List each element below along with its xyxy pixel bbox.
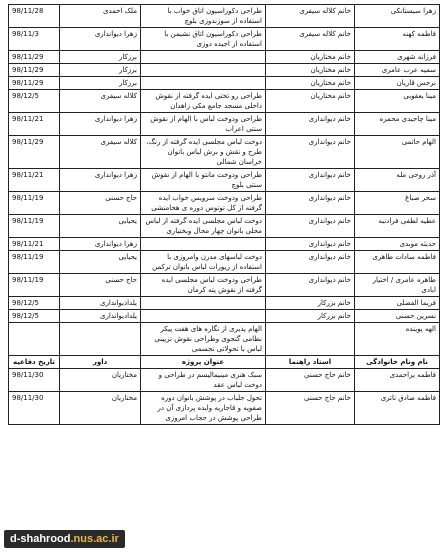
table-row [9,297,440,310]
project-title-cell: دوخت لباسهای مدرن وامروزی با استفاده از زیورات لباس بانوان ترکمن [141,251,266,274]
advisor-cell: خانم دیوانداری [266,169,355,192]
student-cell: مینا یعقوبی [355,90,440,113]
defense-date-cell: 98/11/29 [9,77,60,90]
student-cell: نسرین حسنی [355,310,440,323]
table-row [9,274,440,297]
table-row [9,90,440,113]
defense-date-cell: 98/11/30 [9,369,60,392]
advisor-cell: خانم مختاریان [266,64,355,77]
student-cell: فاطمه یراحمدی [355,369,440,392]
judge-cell: یحیایی [60,215,141,238]
defense-date-cell: 98/11/19 [9,192,60,215]
judge-cell: یلدادیوانداری [60,297,141,310]
advisor-cell: خانم بزرکار [266,310,355,323]
student-cell: فاطمه سادات طاهری [355,251,440,274]
project-title-cell: دوخت لباس مجلسی ایده گرفته از لباس محلی بانوان چهار محال وبختیاری [141,215,266,238]
watermark-domain: .nus.ac.ir [70,533,119,545]
defense-date-cell: 98/12/5 [9,297,60,310]
table-row [9,251,440,274]
judge-cell: یحیایی [60,251,141,274]
judge-cell: مختاریان [60,392,141,425]
student-cell: عطیه لطفی فرادنبه [355,215,440,238]
advisor-cell: خانم کلاله سیفری [266,5,355,28]
project-title-cell [141,64,266,77]
project-title-cell: الهام پذیری از نگاره های هفت پیکر نظامی گنجوی وطراحی نقوش تزیینی لباس با تحولاتی تجسمی [141,323,266,356]
judge-cell: ملک احمدی [60,5,141,28]
table-row [9,28,440,51]
student-cell: سمیه عرب عامری [355,64,440,77]
advisor-cell: خانم حاج حسنی [266,392,355,425]
project-title-cell [141,310,266,323]
project-title-cell: طراحی ودوخت لباس با الهام از نقوش سنتی اعراب [141,113,266,136]
judge-cell: زهرا دیوانداری [60,169,141,192]
judge-cell: حاج حسنی [60,192,141,215]
project-title-cell: طراحی ودوخت لباس مجلسی ایده گرفته از نقوش پته کرمان [141,274,266,297]
judge-cell: برزکار [60,51,141,64]
student-cell: نرجس قاریان [355,77,440,90]
defense-schedule-table [8,4,440,425]
project-title-cell: طراحی دکوراسیون اتاق خواب با استفاده از سوزندوزی بلوچ [141,5,266,28]
student-cell: فاطمه صادق ناتری [355,392,440,425]
table-row [9,169,440,192]
defense-date-cell: 98/11/30 [9,392,60,425]
project-title-cell: دوخت لباس مجلسی ایده گرفته از رنگ، طرح و نقش و برش لباس بانوان خراسان شمالی [141,136,266,169]
advisor-cell: خانم دیوانداری [266,251,355,274]
student-cell: مینا چاجیدی محمره [355,113,440,136]
table-row [9,238,440,251]
advisor-cell: خانم دیوانداری [266,215,355,238]
project-title-cell [141,297,266,310]
student-cell: سحر صباغ [355,192,440,215]
project-title-cell: طراحی ودوخت مانتو با الهام از نقوش سنتی بلوچ [141,169,266,192]
site-watermark [4,530,125,548]
project-title-cell: طراحی ودوخت سرویس خواب ایده گرفته از کل توتوس دوره ی هخامنشی [141,192,266,215]
table-row [9,136,440,169]
table-row [9,369,440,392]
project-title-cell: تحول جلباب در پوشش بانوان دوره صفویه و قاجاریه وایده پردازی آن در طراحی پوشش در حجاب امروزی [141,392,266,425]
table-row [9,323,440,356]
defense-date-cell: تاریخ دفاعیه [9,356,60,369]
project-title-cell: طراحی رو تختی ایده گرفته از نقوش داخلی مسجد جامع مکی زاهدان [141,90,266,113]
project-title-cell: عنوان پروژه [141,356,266,369]
student-cell: الهه پوینده [355,323,440,356]
judge-cell: حاج حسنی [60,274,141,297]
table-row [9,192,440,215]
student-cell: فریما الفضلی [355,297,440,310]
defense-date-cell: 98/11/21 [9,113,60,136]
defense-date-cell: 98/11/3 [9,28,60,51]
student-cell: فاطمه کهنه [355,28,440,51]
table-row [9,310,440,323]
judge-cell [60,323,141,356]
defense-date-cell: 98/11/28 [9,5,60,28]
table-row [9,392,440,425]
advisor-cell: خانم مختاریان [266,90,355,113]
judge-cell: برزکار [60,77,141,90]
defense-date-cell: 98/11/19 [9,274,60,297]
defense-date-cell: 98/11/21 [9,238,60,251]
student-cell: حدیثه موبدی [355,238,440,251]
advisor-cell: خانم حاج حسنی [266,369,355,392]
table-header-row [9,356,440,369]
defense-date-cell [9,323,60,356]
student-cell: زهرا سیستانکی [355,5,440,28]
judge-cell: داور [60,356,141,369]
defense-date-cell: 98/11/19 [9,215,60,238]
table-row [9,5,440,28]
student-cell: الهام حاتمی [355,136,440,169]
judge-cell: کلاله سیفری [60,90,141,113]
defense-date-cell: 98/12/5 [9,310,60,323]
advisor-cell: خانم دیوانداری [266,136,355,169]
judge-cell: زهرا دیوانداری [60,28,141,51]
advisor-cell: خانم کلاله سیفری [266,28,355,51]
advisor-cell: خانم بزرکار [266,297,355,310]
judge-cell: یلدادیوانداری [60,310,141,323]
student-cell: فرزانه شهری [355,51,440,64]
project-title-cell: طراحی دکوراسیون اتاق نشیمن با استفاده از اجیده دوزی [141,28,266,51]
table-row [9,51,440,64]
advisor-cell: خانم دیوانداری [266,192,355,215]
project-title-cell [141,51,266,64]
defense-date-cell: 98/11/19 [9,251,60,274]
judge-cell: مختاریان [60,369,141,392]
defense-date-cell: 98/11/29 [9,64,60,77]
table-row [9,215,440,238]
advisor-cell: استاد راهنما [266,356,355,369]
project-title-cell: سبک هنری مینیمالیسم در طراحی و دوخت لباس عقد [141,369,266,392]
table-row [9,113,440,136]
advisor-cell: خانم دیوانداری [266,274,355,297]
student-cell: آذر روحی مله [355,169,440,192]
defense-date-cell: 98/11/21 [9,169,60,192]
judge-cell: زهرا دیوانداری [60,238,141,251]
table-row [9,77,440,90]
advisor-cell: خانم مختاریان [266,77,355,90]
project-title-cell [141,238,266,251]
defense-date-cell: 98/12/5 [9,90,60,113]
judge-cell: برزکار [60,64,141,77]
watermark-prefix: d-shahrood [10,533,71,545]
student-cell: طاهره عامری / اختیار ابادی [355,274,440,297]
defense-date-cell: 98/11/29 [9,51,60,64]
advisor-cell: خانم مختاریان [266,51,355,64]
defense-date-cell: 98/11/29 [9,136,60,169]
project-title-cell [141,77,266,90]
table-row [9,64,440,77]
advisor-cell: خانم دیوانداری [266,238,355,251]
advisor-cell: خانم دیوانداری [266,113,355,136]
advisor-cell [266,323,355,356]
student-cell: نام ونام خانوادگی [355,356,440,369]
judge-cell: کلاله سیفری [60,136,141,169]
judge-cell: زهرا دیوانداری [60,113,141,136]
